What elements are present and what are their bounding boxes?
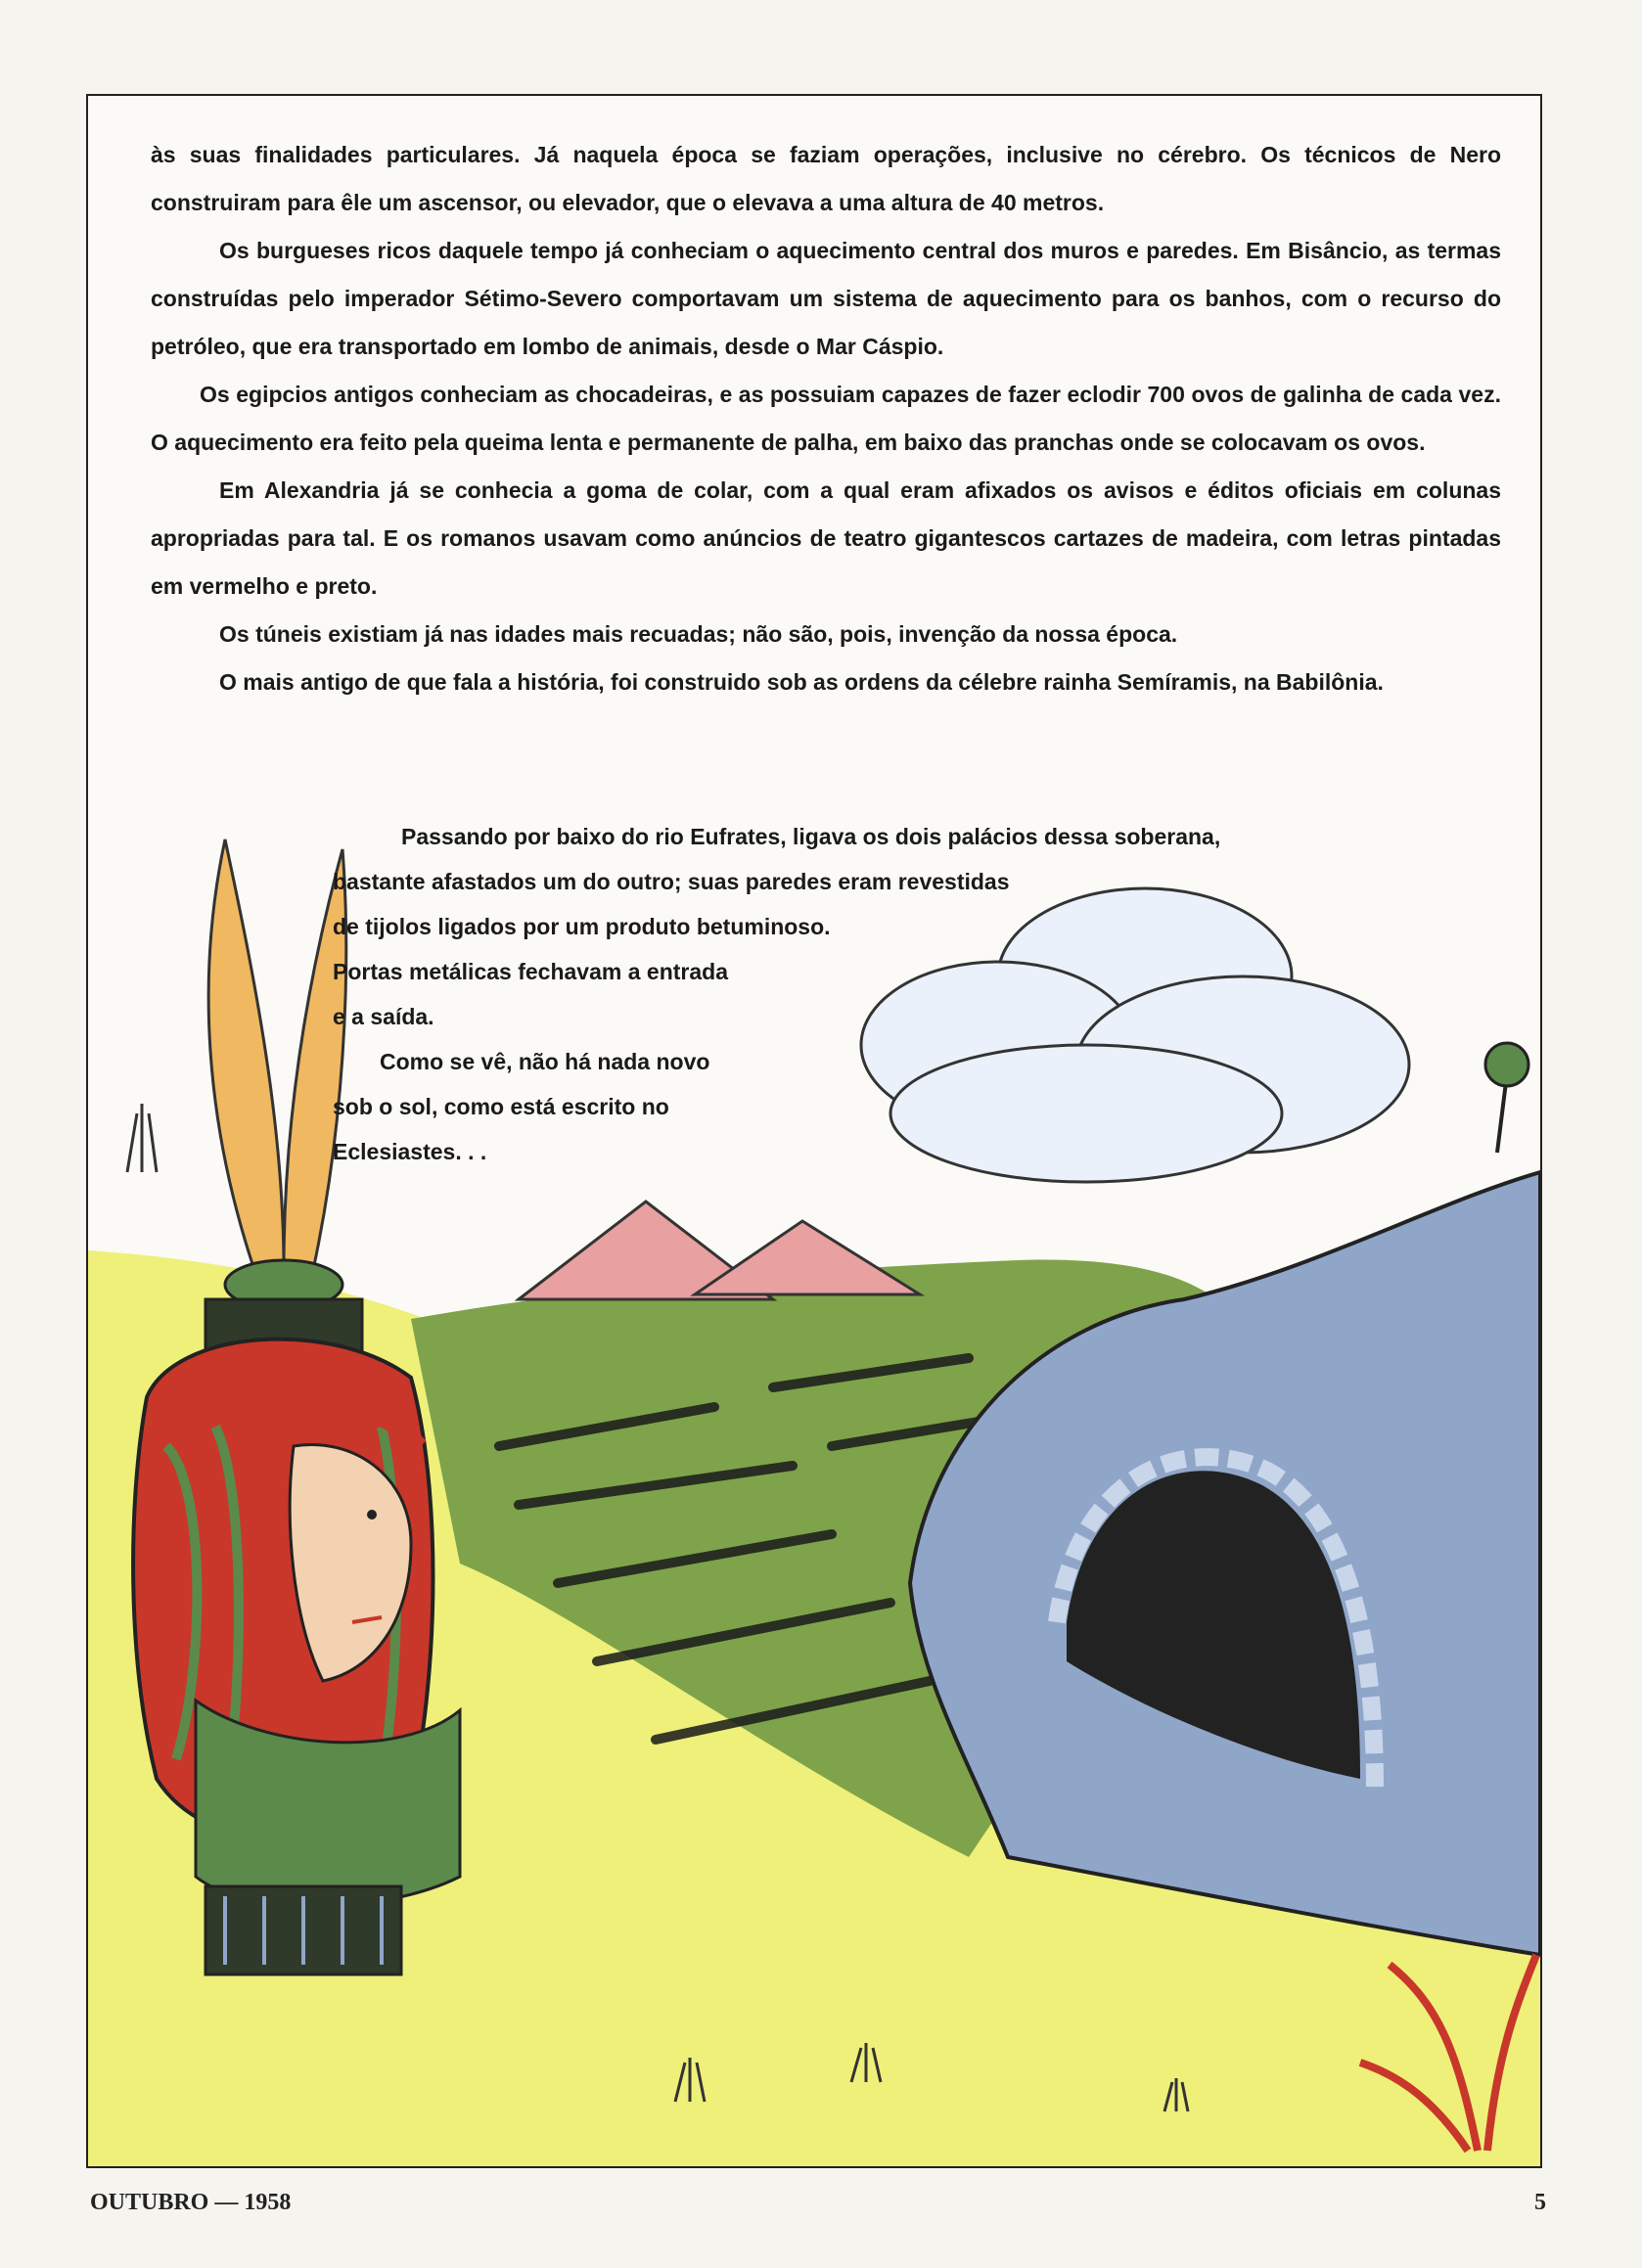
paragraph-6: O mais antigo de que fala a história, foi construido sob as ordens da célebre rainha Semíramis, na Babilônia. [219, 669, 1384, 695]
wrapped-line-3: Portas metálicas fechavam a entrada e a saída. [333, 959, 728, 1029]
page-frame [86, 94, 1542, 2168]
wrapped-text [333, 814, 1507, 1174]
article-body [151, 131, 1501, 706]
paragraph-4: Em Alexandria já se conhecia a goma de colar, com a qual eram afixados os avisos e éditos oficiais em colunas apropriadas para tal. E os romanos usavam como anúncios de teatro gigantescos cartazes de madeira, com letras pintadas em vermelho e preto. [151, 477, 1501, 599]
wrapped-line-1: Passando por baixo do rio Eufrates, ligava os dois palácios dessa soberana, [401, 824, 1221, 849]
wrapped-line-2: bastante afastados um do outro; suas paredes eram revestidas de tijolos ligados por um produto betuminoso. [333, 869, 1010, 939]
paragraph-1: às suas finalidades particulares. Já naquela época se faziam operações, inclusive no cérebro. Os técnicos de Nero construiram para êle um ascensor, ou elevador, que o elevava a uma altura de 40 metros. [151, 142, 1501, 215]
paragraph-5: Os túneis existiam já nas idades mais recuadas; não são, pois, invenção da nossa época. [219, 621, 1178, 647]
pyramid-right [695, 1221, 920, 1294]
wrapped-line-4: Como se vê, não há nada novo sob o sol, como está escrito no Eclesiastes. . . [333, 1049, 710, 1164]
issue-date: OUTUBRO — 1958 [90, 2190, 292, 2215]
page-number: 5 [1534, 2190, 1546, 2215]
paragraph-2: Os burgueses ricos daquele tempo já conheciam o aquecimento central dos muros e paredes. Em Bisâncio, as termas construídas pelo imperador Sétimo-Severo comportavam um sistema de aquecimento para os banhos, com o recurso do petróleo, que era transportado em lombo de animais, desde o Mar Cáspio. [151, 238, 1501, 359]
paragraph-3: Os egipcios antigos conheciam as chocadeiras, e as possuiam capazes de fazer eclodir 700 ovos de galinha de cada vez. O aquecimento era feito pela queima lenta e permanente de palha, em baixo das pranchas onde se colocavam os ovos. [151, 382, 1501, 455]
